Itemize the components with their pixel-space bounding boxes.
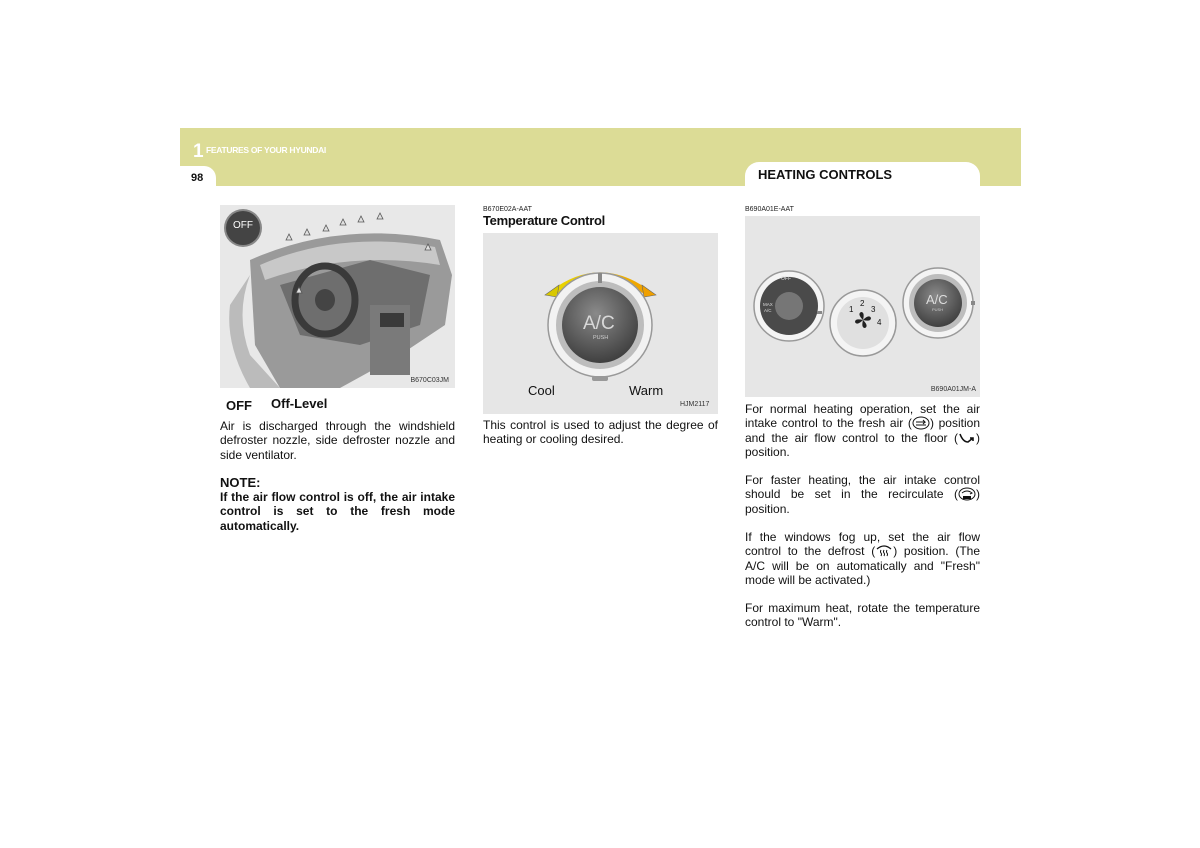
ac-knob-push-label: PUSH <box>593 335 609 341</box>
faster-heating-text-1: For faster heating, the air intake control should be set in the recirculate ( <box>745 473 980 502</box>
ref-code-right: B690A01E-AAT <box>745 206 794 213</box>
recirculate-icon <box>958 487 976 501</box>
section-title: HEATING CONTROLS <box>758 167 893 182</box>
ac-knob-right-label: A/C <box>926 292 948 307</box>
off-badge: OFF <box>226 398 252 413</box>
temperature-control-description: This control is used to adjust the degree of heating or cooling desired. <box>483 418 718 447</box>
defrost-text-1: If the windows fog up, set the air flow control to the defrost ( <box>745 530 980 559</box>
fan-speed-2: 2 <box>860 299 865 308</box>
ref-code: B670E02A-AAT <box>483 206 532 213</box>
figure-code-hjm: HJM2117 <box>680 401 710 408</box>
chapter-number: 1 <box>193 141 204 162</box>
cool-label: Cool <box>528 383 555 398</box>
defrost-text-2: ) position. (The A/C will be on automatically and "Fresh" mode will be activated.) <box>745 544 980 587</box>
faster-heating-paragraph <box>745 473 980 516</box>
faster-heating-text-2: ) position. <box>745 487 980 516</box>
mode-knob-ac-label: A/C <box>764 308 772 313</box>
defrost-icon <box>875 544 893 558</box>
figure-code-b690: B690A01JM-A <box>930 386 976 393</box>
off-button-icon: OFF <box>226 211 260 245</box>
dashboard-figure <box>220 205 455 388</box>
temperature-control-title: Temperature Control <box>483 213 605 228</box>
off-level-title: Off-Level <box>271 396 328 411</box>
off-level-description: Air is discharged through the windshield defroster nozzle, side defroster nozzle and side ventilator. <box>220 419 455 462</box>
normal-heating-paragraph <box>745 402 980 459</box>
fan-speed-3: 3 <box>871 305 876 314</box>
figure-code: B670C03JM <box>410 377 449 384</box>
note-title: NOTE: <box>220 475 261 490</box>
warm-label: Warm <box>629 383 664 398</box>
ac-knob-label: A/C <box>583 313 615 334</box>
heating-controls-figure <box>745 216 980 397</box>
fan-speed-4: 4 <box>877 318 882 327</box>
fan-speed-1: 1 <box>849 305 854 314</box>
ac-knob-right-push: PUSH <box>932 307 944 312</box>
normal-heating-text-3: ) position. <box>745 430 980 459</box>
note-text: If the air flow control is off, the air intake control is set to the fresh mode automatically. <box>220 490 455 533</box>
fresh-air-icon <box>912 416 930 430</box>
normal-heating-text-2: ) position and the air flow control to the floor ( <box>745 416 980 445</box>
chapter-title: FEATURES OF YOUR HYUNDAI <box>206 145 326 155</box>
temperature-knob-figure <box>483 233 718 414</box>
defrost-paragraph <box>745 530 980 587</box>
floor-mode-icon <box>958 431 976 445</box>
max-heat-paragraph: For maximum heat, rotate the temperature control to "Warm". <box>745 601 980 630</box>
normal-heating-text-1: For normal heating operation, set the air intake control to the fresh air ( <box>745 402 980 431</box>
mode-knob-off-label: OFF <box>781 276 791 282</box>
page-number: 98 <box>191 172 204 184</box>
mode-knob-max-label: MAX <box>763 302 773 307</box>
